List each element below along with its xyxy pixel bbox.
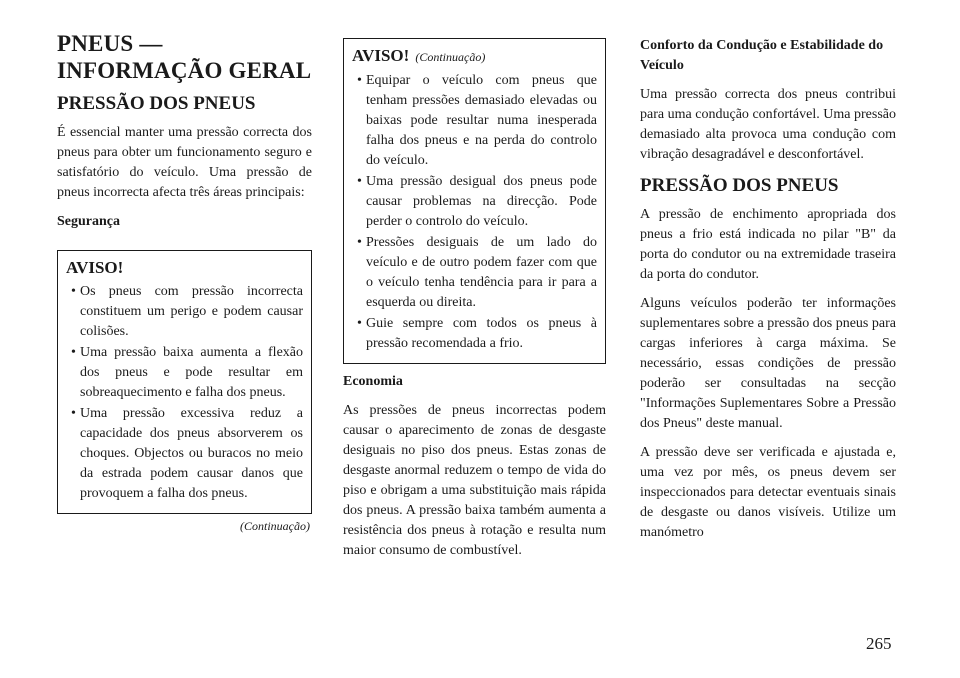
column-middle xyxy=(343,38,606,570)
bullet-icon: • xyxy=(357,235,362,250)
bullet-icon: • xyxy=(71,345,76,360)
comfort-paragraph: Uma pressão correcta dos pneus contribui para uma condução confortável. Uma pressão demasiado alta provoca uma condução com vibração desagradável e desconfortável. xyxy=(640,87,896,162)
pressure-paragraph-2: Alguns veículos poderão ter informações suplementares sobre a pressão dos pneus para cargas inferiores à carga máxima. Se necessário, essas condições de pressão poderão ser consultadas na secção "Informações Suplementares Sobre a Pressão dos Pneus" deste manual. xyxy=(640,296,896,431)
warning-box xyxy=(57,250,312,514)
warning-item: • Uma pressão desigual dos pneus pode causar problemas na direcção. Pode perder o controlo do veículo. xyxy=(357,174,597,229)
bullet-icon: • xyxy=(71,284,76,299)
continuation-label: (Continuação) xyxy=(415,50,486,64)
economy-paragraph: As pressões de pneus incorrectas podem causar o aparecimento de zonas de desgaste desiguais no piso dos pneus. Estas zonas de desgaste anormal reduzem o tempo de vida do piso e obrigam a uma substituição mais rápida dos pneus. A pressão baixa também aumenta a resistência dos pneus à rotação e resulta num maior consumo de combustível. xyxy=(343,403,606,558)
bullet-icon: • xyxy=(357,316,362,331)
column-right xyxy=(640,36,896,552)
warning-list xyxy=(352,71,597,354)
subheading-comfort: Conforto da Condução e Estabilidade do Veículo xyxy=(640,38,884,73)
section-heading-tire-pressure: PRESSÃO DOS PNEUS xyxy=(57,93,256,114)
bullet-icon: • xyxy=(357,73,362,88)
pressure-paragraph-3: A pressão deve ser verificada e ajustada e, uma vez por mês, os pneus devem ser inspeccionados para detectar eventuais sinais de desgaste ou danos visíveis. Utilize um manómetro xyxy=(640,445,896,540)
subheading-safety: Segurança xyxy=(57,214,120,229)
page-title: PNEUS — INFORMAÇÃO GERAL xyxy=(57,31,312,83)
warning-item: • Uma pressão excessiva reduz a capacidade dos pneus absorverem os choques. Objectos ou buracos no meio da estrada podem causar danos que provoquem a falha dos pneus. xyxy=(71,406,303,501)
warning-box-continued xyxy=(343,38,606,364)
page-number: 265 xyxy=(866,634,892,653)
warning-item: • Pressões desiguais de um lado do veículo e de outro podem fazer com que o veículo tenha tendência para ir para a esquerda ou direita. xyxy=(357,235,597,310)
warning-title: AVISO! xyxy=(66,258,124,277)
warning-item: • Equipar o veículo com pneus que tenham pressões demasiado elevadas ou baixas pode resultar numa inesperada falha dos pneus e na perda do controlo do veículo. xyxy=(357,73,597,168)
column-left xyxy=(57,30,312,534)
warning-item: • Uma pressão baixa aumenta a flexão dos pneus e pode resultar em sobreaquecimento e falha dos pneus. xyxy=(71,345,303,400)
intro-paragraph: É essencial manter uma pressão correcta dos pneus para obter um funcionamento seguro e satisfatório do veículo. Uma pressão de pneus incorrecta afecta três áreas principais: xyxy=(57,125,312,200)
bullet-icon: • xyxy=(71,406,76,421)
subheading-economy: Economia xyxy=(343,374,403,389)
warning-list xyxy=(66,282,303,504)
warning-item: • Guie sempre com todos os pneus à pressão recomendada a frio. xyxy=(357,316,597,351)
warning-item: • Os pneus com pressão incorrecta constituem um perigo e podem causar colisões. xyxy=(71,284,303,339)
pressure-paragraph-1: A pressão de enchimento apropriada dos pneus a frio está indicada no pilar "B" da porta do condutor ou na extremidade traseira da porta do condutor. xyxy=(640,207,896,282)
warning-title: AVISO! (Continuação) xyxy=(352,46,486,65)
continued-note: (Continuação) xyxy=(240,519,310,533)
section-heading-tire-pressure-2: PRESSÃO DOS PNEUS xyxy=(640,175,839,196)
bullet-icon: • xyxy=(357,174,362,189)
